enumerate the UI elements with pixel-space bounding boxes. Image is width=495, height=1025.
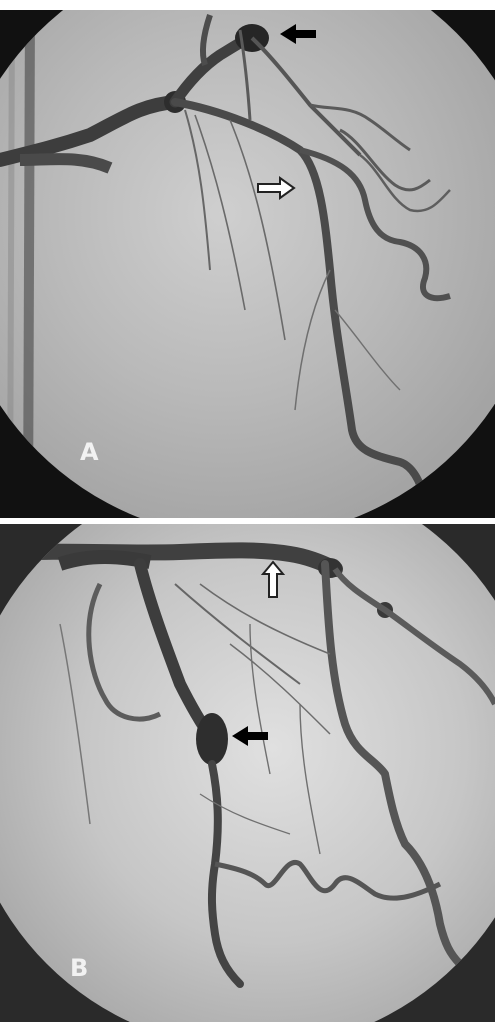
angiogram-panel-b (0, 524, 495, 1022)
angiogram-image-a (0, 10, 495, 518)
angiogram-image-b (0, 524, 495, 1022)
angiogram-panel-a (0, 10, 495, 518)
panel-label-a: A (80, 438, 99, 466)
panel-label-b: B (70, 954, 89, 982)
